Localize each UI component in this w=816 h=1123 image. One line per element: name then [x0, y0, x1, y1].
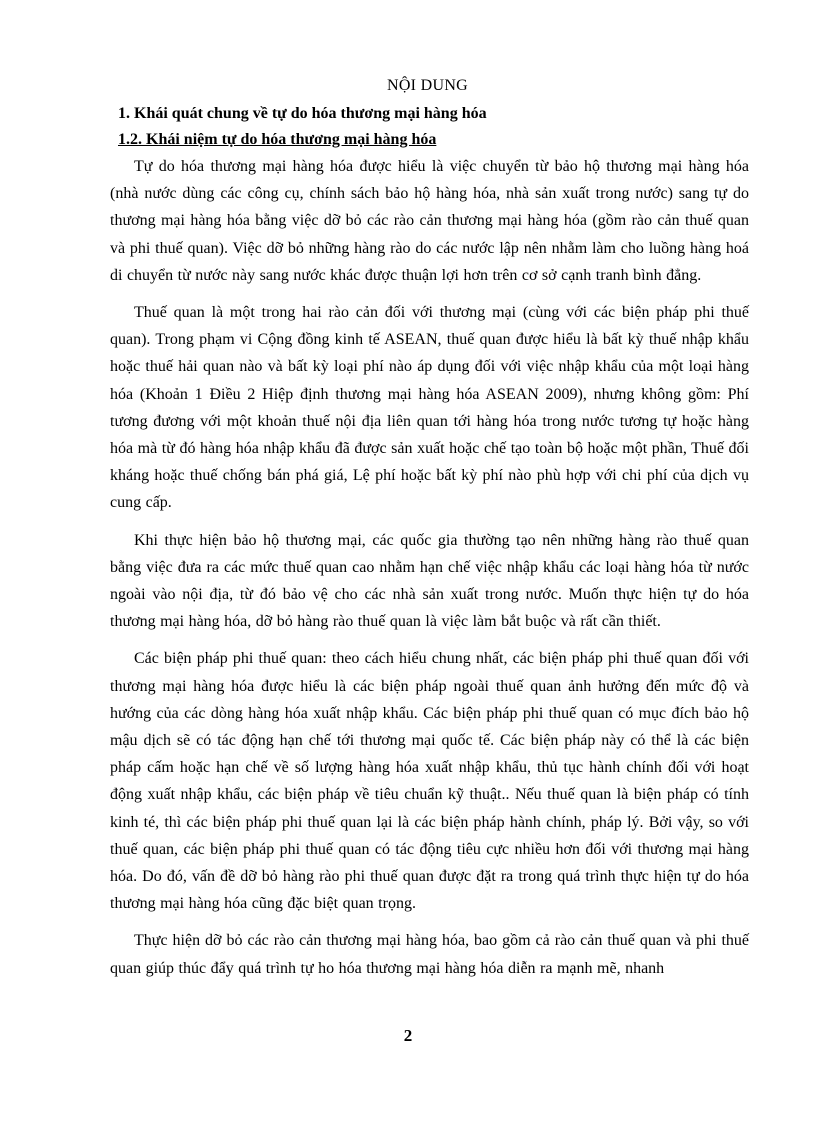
paragraph-2: Thuế quan là một trong hai rào cản đối với thương mại (cùng với các biện pháp phi thuế quan). Trong phạm vi Cộng đồng kinh tế ASEAN, thuế quan được hiểu là bất kỳ thuế nhập khẩu hoặc thuế hải quan nào và bất kỳ loại phí nào áp dụng đối với việc nhập khẩu của một loại hàng hóa (Khoản 1 Điều 2 Hiệp định thương mại hàng hóa ASEAN 2009), nhưng không gồm: Phí tương đương với một khoản thuế nội địa liên quan tới hàng hóa trong nước tương tự hoặc hàng hóa mà từ đó hàng hóa nhập khẩu đã được sản xuất hoặc chế tạo toàn bộ hoặc một phần, Thuế đối kháng hoặc thuế chống bán phá giá, Lệ phí hoặc bất kỳ phí nào phù hợp với chi phí của dịch vụ cung cấp. — [110, 304, 749, 512]
section-heading-1: 1. Khái quát chung về tự do hóa thương mại hàng hóa — [118, 105, 487, 122]
paragraph-4: Các biện pháp phi thuế quan: theo cách hiểu chung nhất, các biện pháp phi thuế quan đối với thương mại hàng hóa được hiểu là các biện pháp ngoài thuế quan ảnh hưởng đến mức độ và hướng của các dòng hàng hóa xuất nhập khẩu. Các biện pháp phi thuế quan có mục đích bảo hộ mậu dịch sẽ có tác động hạn chế tới thương mại quốc tế. Các biện pháp này có thể là các biện pháp cấm hoặc hạn chế về số lượng hàng hóa xuất nhập khẩu, thủ tục hành chính đối với hoạt động xuất nhập khẩu, các biện pháp về tiêu chuẩn kỹ thuật.. Nếu thuế quan là biện pháp có tính kinh té, thì các biện pháp phi thuế quan lại là các biện pháp hành chính, pháp lý. Bởi vậy, so với thuế quan, các biện pháp phi thuế quan có tác động tiêu cực nhiều hơn đối với thương mại hàng hóa. Do đó, vấn đề dỡ bỏ hàng rào phi thuế quan được đặt ra trong quá trình thực hiện tự do hóa thương mại hàng hóa cũng đặc biệt quan trọng. — [110, 650, 749, 913]
paragraph-1: Tự do hóa thương mại hàng hóa được hiểu là việc chuyển từ bảo hộ thương mại hàng hóa (nhà nước dùng các công cụ, chính sách bảo hộ hàng hóa, nhà sản xuất trong nước) sang tự do thương mại hàng hóa bằng việc dỡ bỏ các rào cản thương mại hàng hóa (gồm rào cản thuế quan và phi thuế quan). Việc dỡ bỏ những hàng rào do các nước lập nên nhằm làm cho luồng hàng hoá di chuyển từ nước này sang nước khác được thuận lợi hơn trên cơ sở cạnh tranh bình đẳng. — [110, 158, 749, 284]
paragraph-3: Khi thực hiện bảo hộ thương mại, các quốc gia thường tạo nên những hàng rào thuế quan bằng việc đưa ra các mức thuế quan cao nhằm hạn chế việc nhập khẩu các loại hàng hóa từ nước ngoài vào nội địa, từ đó bảo vệ cho các nhà sản xuất trong nước. Muốn thực hiện tự do hóa thương mại hàng hóa, dỡ bỏ hàng rào thuế quan là việc làm bắt buộc và rất cần thiết. — [110, 531, 749, 631]
document-title: NỘI DUNG — [386, 77, 469, 94]
paragraph-5: Thực hiện dỡ bỏ các rào cản thương mại hàng hóa, bao gồm cả rào cản thuế quan và phi thuế quan giúp thúc đẩy quá trình tự ho hóa thương mại hàng hóa diễn ra mạnh mẽ, nhanh — [110, 932, 749, 977]
page-number: 2 — [403, 1026, 413, 1045]
section-heading-1-2-text: 1.2. Khái niệm tự do hóa thương mại hàng hóa — [118, 131, 437, 148]
document-page — [106, 72, 749, 992]
section-heading-1-2 — [106, 127, 749, 153]
